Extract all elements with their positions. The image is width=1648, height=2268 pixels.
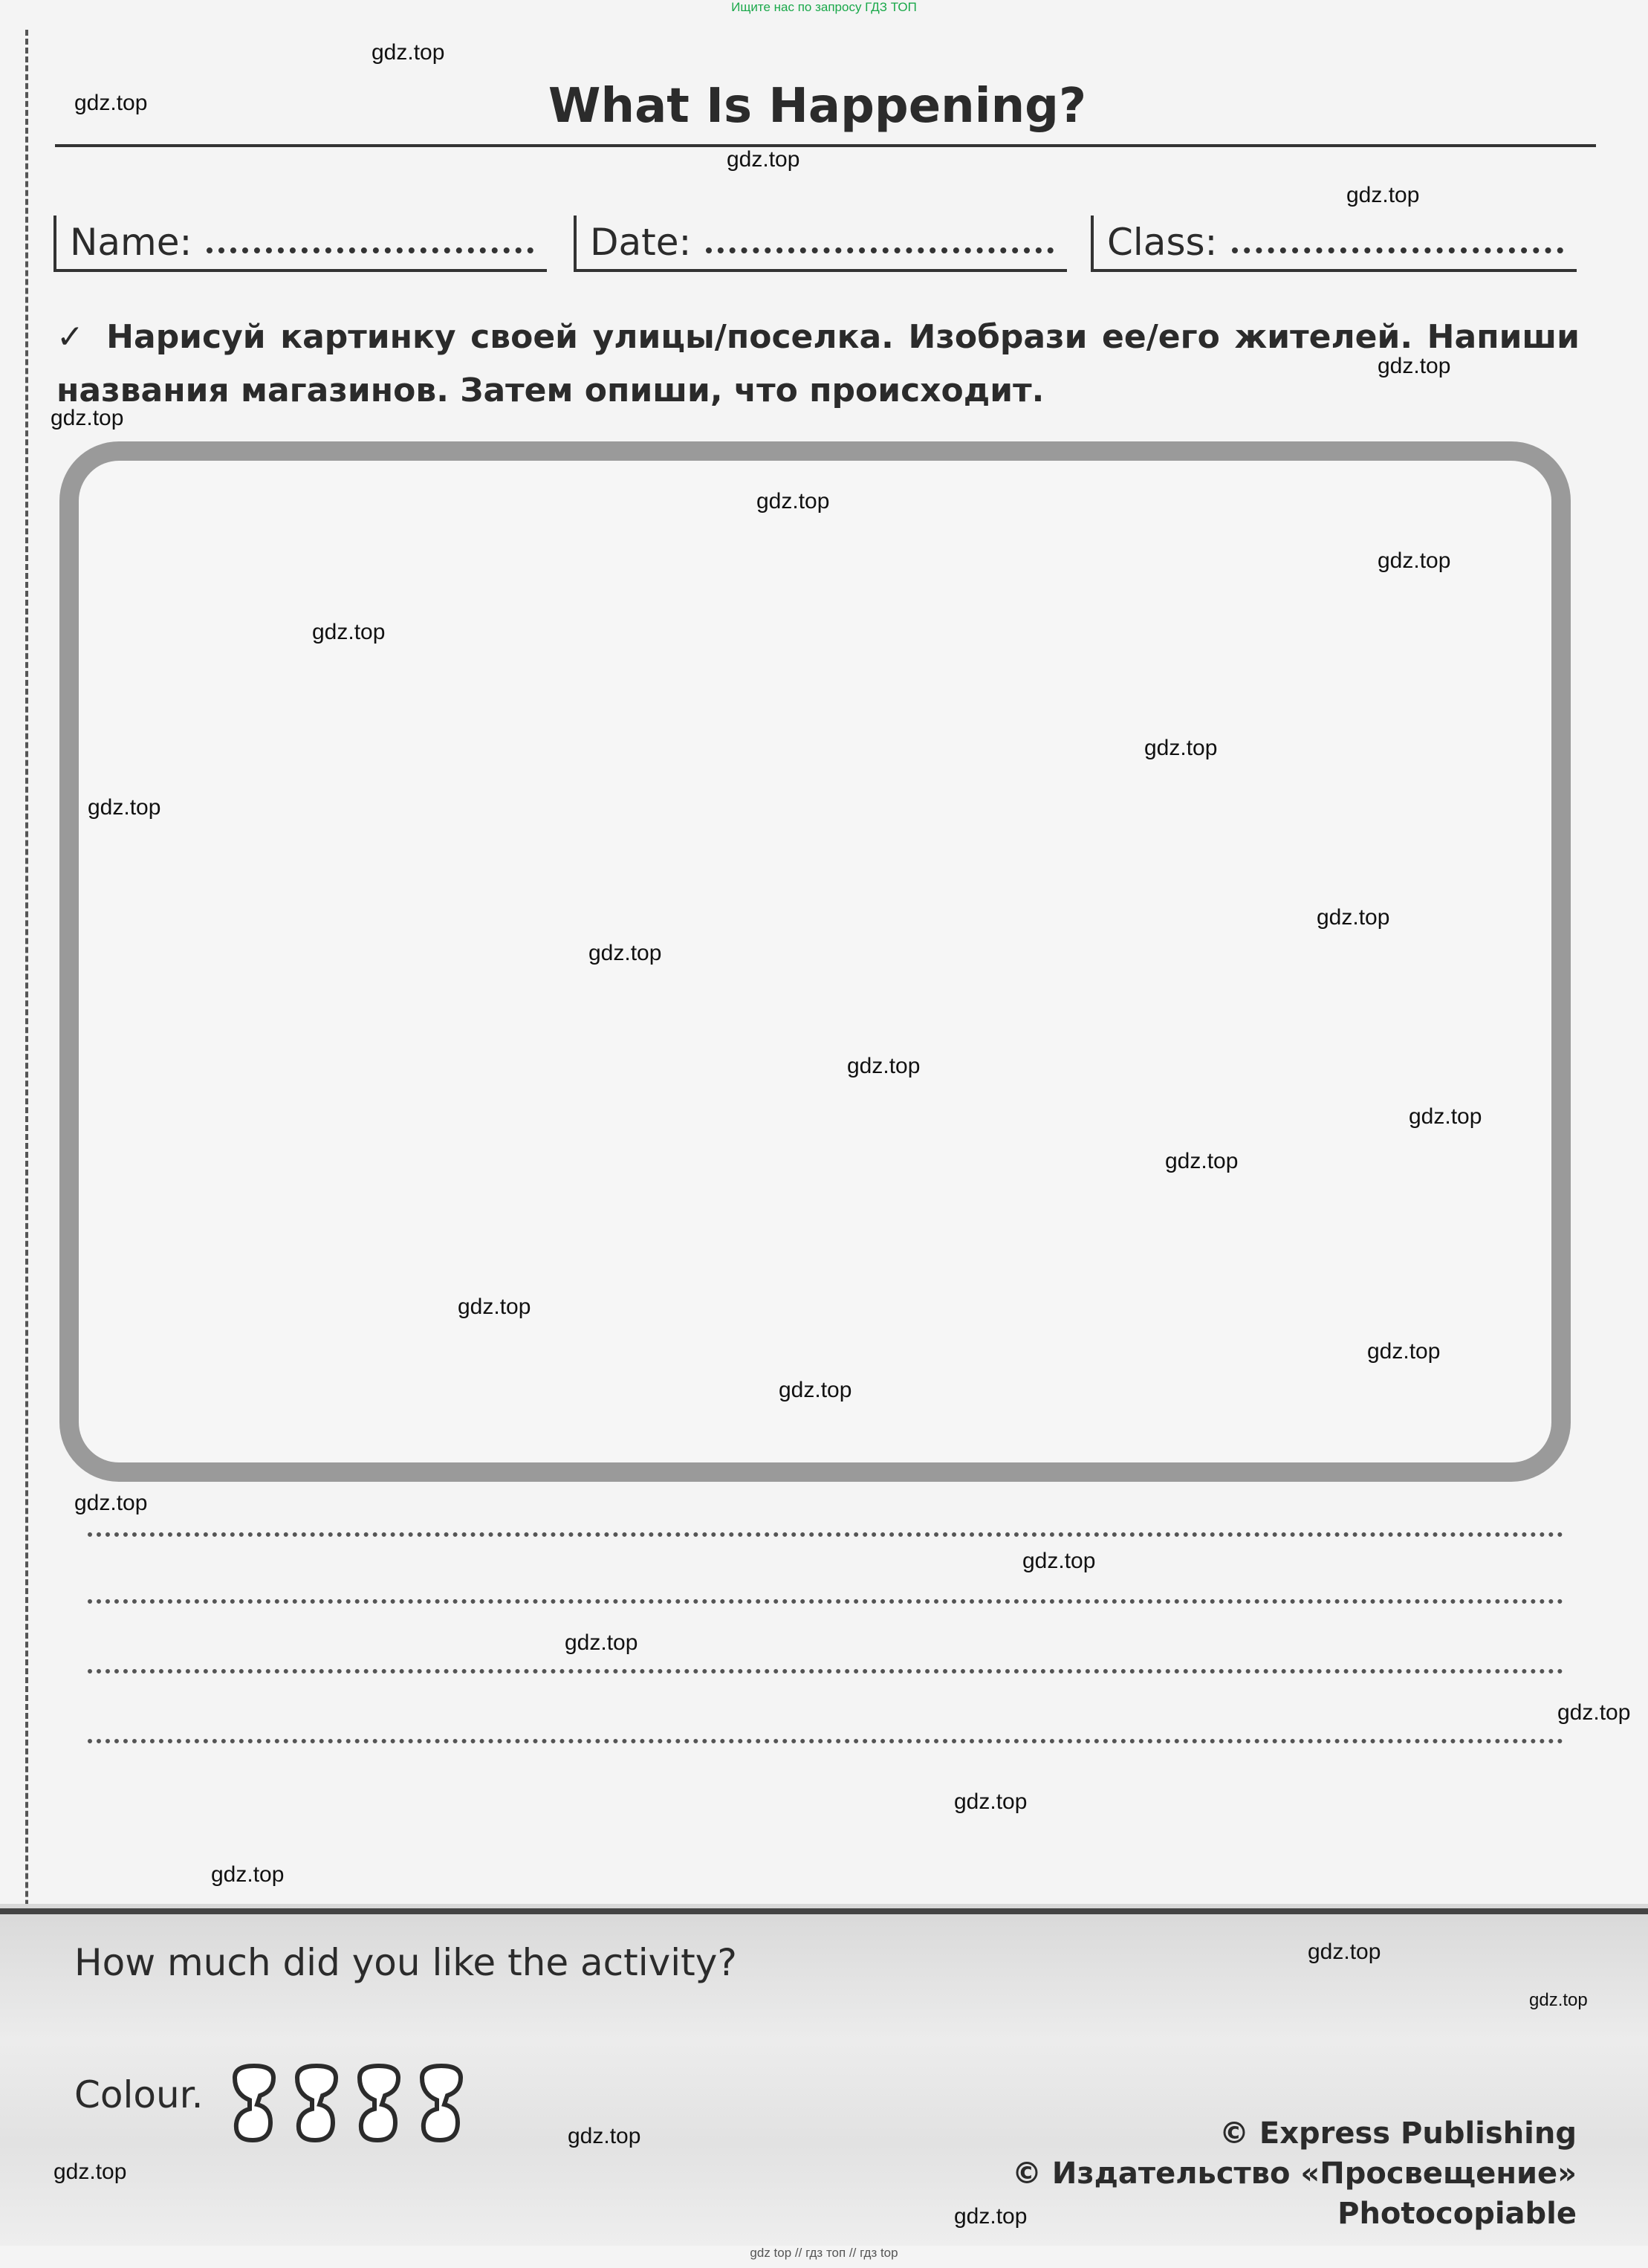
date-dotted-line	[706, 247, 1054, 253]
class-field[interactable]	[1091, 216, 1577, 272]
watermark: gdz.top	[1022, 1549, 1096, 1573]
writing-line[interactable]	[88, 1739, 1563, 1743]
watermark: gdz.top	[51, 406, 124, 430]
credit-photocopiable: Photocopiable	[1337, 2197, 1577, 2231]
watermark: gdz.top	[954, 1789, 1028, 1814]
instruction-text: Нарисуй картинку своей улицы/поселка. Изобрази ее/его жителей. Напиши названия магазинов. Затем опиши, что происходит.	[56, 318, 1580, 409]
watermark: gdz.top	[74, 91, 148, 115]
name-label: Name:	[70, 221, 192, 264]
title-rule	[55, 144, 1596, 147]
instruction	[56, 311, 1580, 418]
writing-line[interactable]	[88, 1532, 1563, 1537]
drawing-frame[interactable]	[59, 441, 1571, 1482]
watermark: gdz.top	[565, 1630, 638, 1655]
writing-line[interactable]	[88, 1599, 1563, 1604]
watermark: gdz.top	[847, 1054, 921, 1078]
top-note: Ищите нас по запросу ГДЗ ТОП	[731, 0, 917, 14]
speech-bubble-faces-icon[interactable]	[227, 2063, 480, 2152]
watermark: gdz.top	[1557, 1700, 1631, 1725]
watermark: gdz.top	[1144, 736, 1218, 760]
watermark: gdz.top	[458, 1295, 531, 1319]
watermark: gdz.top	[312, 620, 386, 644]
watermark: gdz.top	[727, 147, 800, 172]
face-icon	[422, 2066, 461, 2140]
name-dotted-line	[207, 247, 533, 253]
class-dotted-line	[1232, 247, 1563, 253]
watermark: gdz.top	[211, 1862, 285, 1887]
credit-publisher: © Express Publishing	[1219, 2116, 1577, 2151]
date-label: Date:	[590, 221, 692, 264]
watermark: gdz.top	[74, 1491, 148, 1515]
writing-line[interactable]	[88, 1669, 1563, 1674]
credit-publisher-ru: © Издательство «Просвещение»	[1011, 2157, 1577, 2191]
watermark: gdz.top	[568, 2124, 641, 2148]
watermark: gdz.top	[779, 1378, 852, 1402]
watermark: gdz.top	[1409, 1104, 1482, 1129]
name-field[interactable]	[53, 216, 547, 272]
colour-label: Colour.	[74, 2073, 204, 2116]
check-icon: ✓	[56, 318, 88, 356]
rating-question: How much did you like the activity?	[74, 1941, 737, 1984]
watermark: gdz.top	[1317, 905, 1390, 930]
bottom-note: gdz top // гдз топ // гдз top	[750, 2246, 898, 2260]
face-icon	[360, 2066, 398, 2140]
watermark: gdz.top	[88, 795, 161, 820]
face-icon	[297, 2066, 336, 2140]
watermark: gdz.top	[954, 2204, 1028, 2229]
watermark: gdz.top	[1378, 354, 1451, 378]
watermark: gdz.top	[372, 40, 445, 65]
class-label: Class:	[1107, 221, 1218, 264]
watermark: gdz.top	[756, 489, 830, 513]
watermark: gdz.top	[1367, 1339, 1441, 1364]
watermark: gdz.top	[1308, 1940, 1381, 1964]
watermark: gdz.top	[1165, 1149, 1239, 1173]
watermark: gdz.top	[1529, 1990, 1588, 2010]
watermark: gdz.top	[1346, 183, 1420, 207]
date-field[interactable]	[574, 216, 1067, 272]
watermark: gdz.top	[1378, 548, 1451, 573]
watermark: gdz.top	[53, 2160, 127, 2184]
watermark: gdz.top	[588, 941, 662, 965]
page-title: What Is Happening?	[548, 79, 1087, 134]
rating-rule	[0, 1908, 1648, 1914]
